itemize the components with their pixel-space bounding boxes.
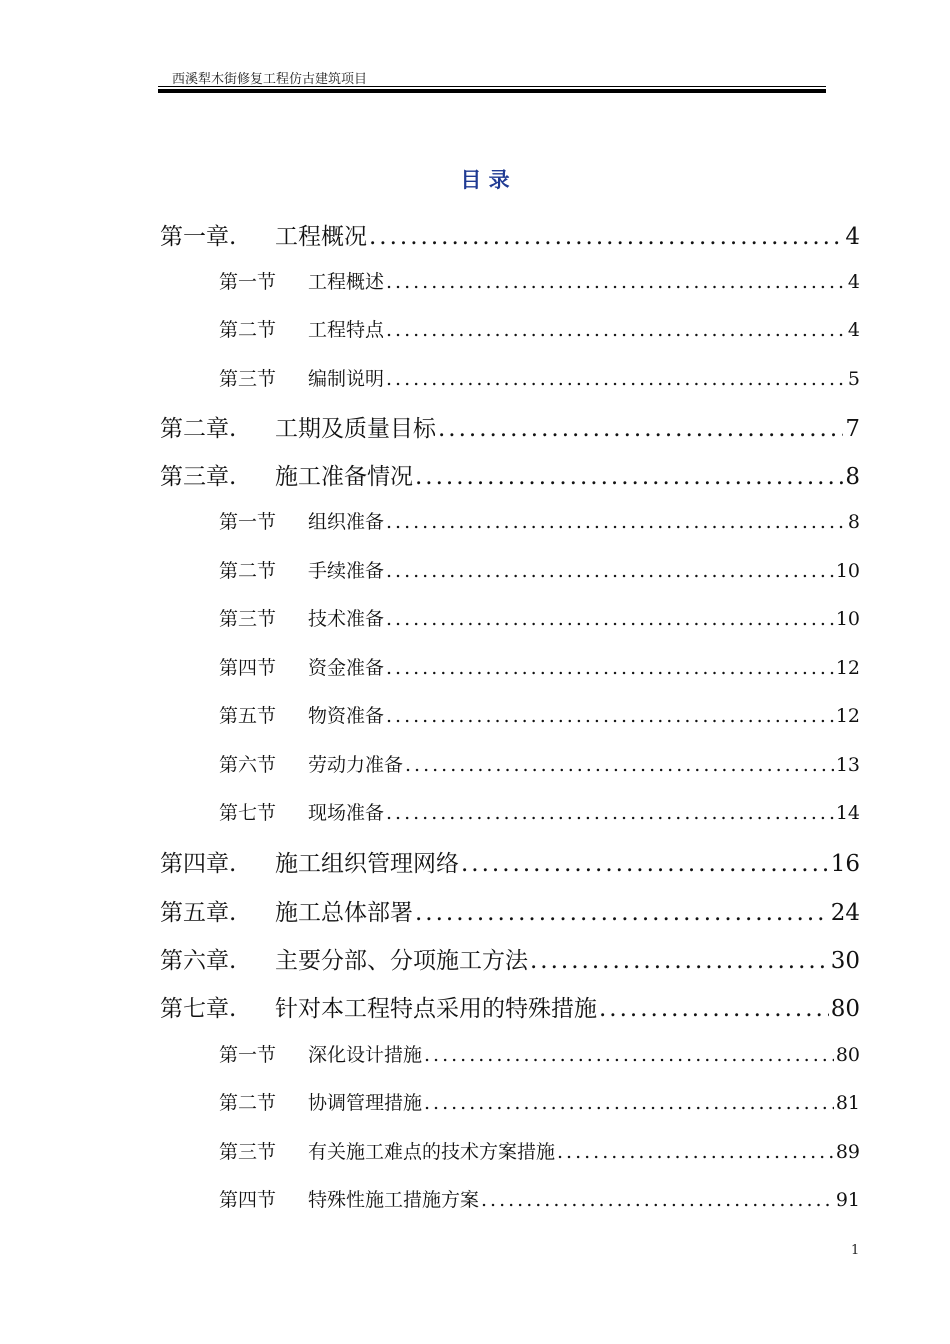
toc-dot-leader <box>438 416 843 442</box>
toc-chapter-entry[interactable] <box>160 990 860 1023</box>
toc-entry-title: 物资准备 <box>308 705 385 727</box>
toc-entry-number: 第四节 <box>219 1189 277 1211</box>
toc-dot-leader <box>415 464 843 490</box>
toc-entry-page: 89 <box>835 1141 860 1163</box>
toc-entry-title: 协调管理措施 <box>308 1092 423 1114</box>
toc-entry-number: 第六章. <box>160 948 237 974</box>
toc-entry-number: 第二节 <box>219 1092 277 1114</box>
toc-chapter-entry[interactable] <box>160 845 860 878</box>
toc-section-entry[interactable] <box>219 556 860 583</box>
toc-entry-page: 10 <box>835 608 860 630</box>
toc-section-entry[interactable] <box>219 701 860 728</box>
toc-entry-title: 劳动力准备 <box>308 754 404 776</box>
toc-section-entry[interactable] <box>219 653 860 680</box>
toc-entry-number: 第五章. <box>160 900 237 926</box>
toc-entry-title: 施工总体部署 <box>275 900 413 926</box>
toc-dot-leader <box>386 271 846 293</box>
running-header: 西溪犁木街修复工程仿古建筑项目 <box>172 72 368 87</box>
toc-dot-leader <box>415 900 829 926</box>
toc-entry-page: 4 <box>847 319 860 341</box>
toc-entry-number: 第三节 <box>219 608 277 630</box>
toc-section-entry[interactable] <box>219 507 860 534</box>
toc-entry-title: 手续准备 <box>308 560 385 582</box>
toc-entry-title: 有关施工难点的技术方案措施 <box>308 1141 556 1163</box>
toc-chapter-entry[interactable] <box>160 458 860 491</box>
toc-dot-leader <box>405 754 834 776</box>
toc-dot-leader <box>386 319 846 341</box>
toc-entry-number: 第四节 <box>219 657 277 679</box>
toc-dot-leader <box>424 1044 834 1066</box>
toc-entry-number: 第三节 <box>219 368 277 390</box>
toc-entry-page: 30 <box>830 948 860 974</box>
toc-dot-leader <box>530 948 829 974</box>
toc-dot-leader <box>424 1092 834 1114</box>
toc-entry-title: 主要分部、分项施工方法 <box>275 948 528 974</box>
toc-entry-title: 工程特点 <box>308 319 385 341</box>
toc-entry-page: 13 <box>835 754 860 776</box>
page-number: 1 <box>851 1243 860 1258</box>
toc-entry-page: 8 <box>847 511 860 533</box>
toc-section-entry[interactable] <box>219 267 860 294</box>
toc-entry-title: 深化设计措施 <box>308 1044 423 1066</box>
toc-section-entry[interactable] <box>219 1137 860 1164</box>
toc-entry-title: 施工准备情况 <box>275 464 413 490</box>
toc-entry-title: 技术准备 <box>308 608 385 630</box>
toc-section-entry[interactable] <box>219 1185 860 1212</box>
toc-dot-leader <box>386 511 846 533</box>
toc-entry-page: 5 <box>847 368 860 390</box>
toc-chapter-entry[interactable] <box>160 218 860 251</box>
toc-chapter-entry[interactable] <box>160 410 860 443</box>
toc-entry-number: 第二节 <box>219 319 277 341</box>
toc-section-entry[interactable] <box>219 750 860 777</box>
toc-entry-number: 第七节 <box>219 802 277 824</box>
toc-entry-number: 第五节 <box>219 705 277 727</box>
toc-entry-title: 施工组织管理网络 <box>275 851 459 877</box>
toc-dot-leader <box>386 608 834 630</box>
toc-entry-title: 组织准备 <box>308 511 385 533</box>
toc-entry-number: 第一节 <box>219 1044 277 1066</box>
toc-entry-number: 第三章. <box>160 464 237 490</box>
toc-entry-page: 8 <box>845 464 860 490</box>
toc-chapter-entry[interactable] <box>160 894 860 927</box>
toc-entry-number: 第六节 <box>219 754 277 776</box>
toc-entry-page: 80 <box>835 1044 860 1066</box>
toc-entry-title: 现场准备 <box>308 802 385 824</box>
toc-section-entry[interactable] <box>219 364 860 391</box>
toc-section-entry[interactable] <box>219 315 860 342</box>
toc-entry-number: 第三节 <box>219 1141 277 1163</box>
toc-dot-leader <box>557 1141 834 1163</box>
toc-entry-page: 81 <box>835 1092 860 1114</box>
toc-entry-page: 4 <box>847 271 860 293</box>
toc-dot-leader <box>386 802 834 824</box>
toc-section-entry[interactable] <box>219 604 860 631</box>
toc-entry-title: 资金准备 <box>308 657 385 679</box>
toc-section-entry[interactable] <box>219 1040 860 1067</box>
toc-dot-leader <box>481 1189 834 1211</box>
toc-section-entry[interactable] <box>219 1088 860 1115</box>
toc-entry-number: 第一节 <box>219 271 277 293</box>
toc-chapter-entry[interactable] <box>160 942 860 975</box>
toc-entry-number: 第七章. <box>160 996 237 1022</box>
toc-entry-number: 第一章. <box>160 224 237 250</box>
toc-entry-page: 91 <box>835 1189 860 1211</box>
toc-entry-page: 24 <box>830 900 860 926</box>
toc-entry-page: 12 <box>835 657 860 679</box>
toc-entry-title: 工程概况 <box>275 224 367 250</box>
toc-entry-title: 工程概述 <box>308 271 385 293</box>
toc-entry-page: 4 <box>845 224 860 250</box>
toc-dot-leader <box>386 368 846 390</box>
toc-dot-leader <box>386 657 834 679</box>
toc-title: 目 录 <box>460 167 510 192</box>
toc-entry-number: 第一节 <box>219 511 277 533</box>
toc-entry-page: 7 <box>845 416 860 442</box>
toc-dot-leader <box>461 851 829 877</box>
toc-entry-page: 16 <box>830 851 860 877</box>
toc-entry-page: 12 <box>835 705 860 727</box>
toc-entry-number: 第二章. <box>160 416 237 442</box>
toc-dot-leader <box>386 705 834 727</box>
toc-entry-number: 第二节 <box>219 560 277 582</box>
toc-dot-leader <box>599 996 829 1022</box>
toc-entry-title: 特殊性施工措施方案 <box>308 1189 480 1211</box>
toc-entry-title: 编制说明 <box>308 368 385 390</box>
toc-section-entry[interactable] <box>219 798 860 825</box>
toc-entry-title: 工期及质量目标 <box>275 416 436 442</box>
toc-entry-page: 10 <box>835 560 860 582</box>
toc-entry-page: 80 <box>830 996 860 1022</box>
toc-entry-page: 14 <box>835 802 860 824</box>
toc-dot-leader <box>369 224 843 250</box>
toc-entry-title: 针对本工程特点采用的特殊措施 <box>275 996 597 1022</box>
toc-dot-leader <box>386 560 834 582</box>
toc-entry-number: 第四章. <box>160 851 237 877</box>
